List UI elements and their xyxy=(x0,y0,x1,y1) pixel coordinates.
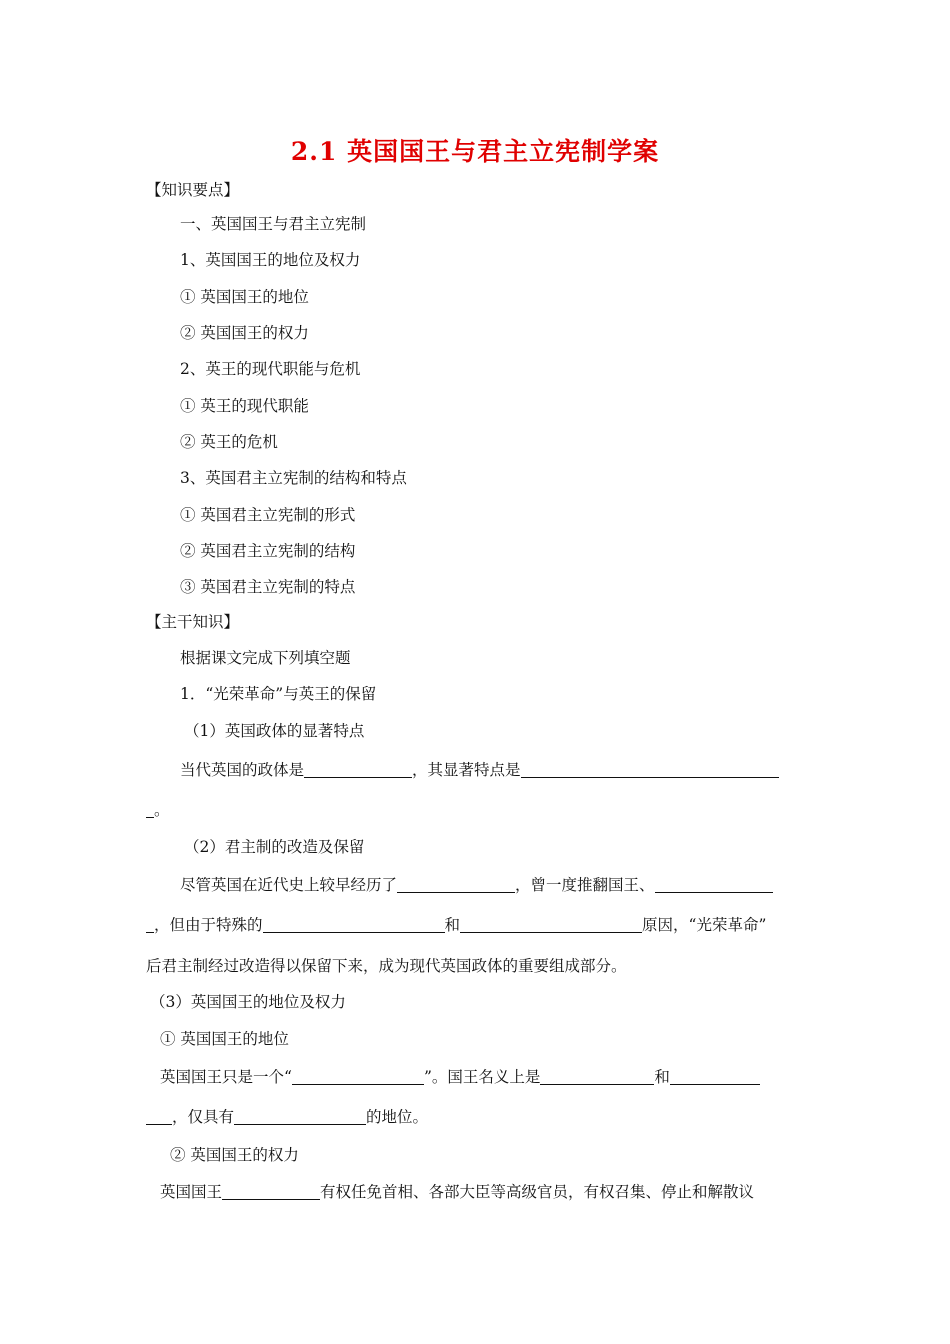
text-segment: ”。国王名义上是 xyxy=(423,1068,541,1086)
paragraph-2 xyxy=(180,875,773,895)
instruction-text: 根据课文完成下列填空题 xyxy=(180,649,351,667)
blank-power[interactable] xyxy=(222,1183,320,1200)
blank-reason-2[interactable] xyxy=(460,916,642,933)
subheading-monarchy-reform: （2）君主制的改造及保留 xyxy=(184,838,365,856)
section-main-knowledge: 【主干知识】 xyxy=(146,613,240,631)
blank-polity[interactable] xyxy=(304,761,412,778)
blank-status[interactable] xyxy=(234,1108,366,1125)
text-segment: 和 xyxy=(654,1068,670,1086)
paragraph-4 xyxy=(160,1182,754,1202)
text-segment: 英国国王 xyxy=(160,1183,223,1201)
outline-item: ① 英王的现代职能 xyxy=(180,397,309,415)
blank-revolution[interactable] xyxy=(397,876,515,893)
blank-reason-1[interactable] xyxy=(263,916,445,933)
outline-item: 2、英王的现代职能与危机 xyxy=(180,360,361,378)
text-segment: 的地位。 xyxy=(366,1108,429,1126)
blank-feature[interactable] xyxy=(521,761,779,778)
text-segment: 有权任免首相、各部大臣等高级官员，有权召集、停止和解散议 xyxy=(320,1183,755,1201)
outline-item: ① 英国君主立宪制的形式 xyxy=(180,506,356,524)
paragraph-2-cont xyxy=(146,915,766,935)
blank-overthrow[interactable] xyxy=(655,876,773,893)
section-key-points: 【知识要点】 xyxy=(146,181,240,199)
blank-feature-cont[interactable] xyxy=(146,801,154,818)
paragraph-1 xyxy=(180,760,779,780)
outline-item: ① 英国国王的地位 xyxy=(180,288,309,306)
text-segment: ，曾一度推翻国王、 xyxy=(515,876,655,894)
text-segment: ，其显著特点是 xyxy=(412,761,521,779)
subheading-polity-features: （1）英国政体的显著特点 xyxy=(184,722,365,740)
outline-item: ② 英国国王的权力 xyxy=(180,324,309,342)
text-segment: 原因，“光荣革命” xyxy=(642,916,767,934)
paragraph-2-end: 后君主制经过改造得以保留下来，成为现代英国政体的重要组成部分。 xyxy=(146,957,627,975)
paragraph-1-cont xyxy=(146,800,170,820)
outline-item: 1、英国国王的地位及权力 xyxy=(180,251,361,269)
document-title: 2.1 英国国王与君主立宪制学案 xyxy=(290,137,660,166)
outline-item: 3、英国君主立宪制的结构和特点 xyxy=(180,469,407,487)
blank-king-title[interactable] xyxy=(292,1068,424,1085)
subheading-king-power: ② 英国国王的权力 xyxy=(170,1146,299,1164)
text-segment: ，仅具有 xyxy=(172,1108,235,1126)
paragraph-3-cont xyxy=(146,1107,428,1127)
outline-item: 一、英国国王与君主立宪制 xyxy=(180,215,367,233)
text-segment: 。 xyxy=(154,801,170,819)
blank-nominal-1[interactable] xyxy=(540,1068,654,1085)
subheading-king-status: （3）英国国王的地位及权力 xyxy=(150,993,346,1011)
outline-item: ② 英国君主立宪制的结构 xyxy=(180,542,356,560)
text-segment: 和 xyxy=(444,916,461,934)
text-segment: 尽管英国在近代史上较早经历了 xyxy=(180,876,398,894)
outline-item: ② 英王的危机 xyxy=(180,433,278,451)
paragraph-3 xyxy=(160,1067,760,1087)
text-segment: 英国国王只是一个“ xyxy=(160,1068,292,1086)
text-segment: 当代英国的政体是 xyxy=(180,761,305,779)
outline-item: ③ 英国君主立宪制的特点 xyxy=(180,578,356,596)
blank-nominal-2[interactable] xyxy=(670,1068,760,1085)
heading-glorious-revolution: 1．“光荣革命”与英王的保留 xyxy=(180,685,377,703)
blank-overthrow-cont[interactable] xyxy=(146,916,154,933)
subheading-king-position: ① 英国国王的地位 xyxy=(160,1030,289,1048)
blank-nominal-2-cont[interactable] xyxy=(146,1108,172,1125)
text-segment: ，但由于特殊的 xyxy=(154,916,263,934)
